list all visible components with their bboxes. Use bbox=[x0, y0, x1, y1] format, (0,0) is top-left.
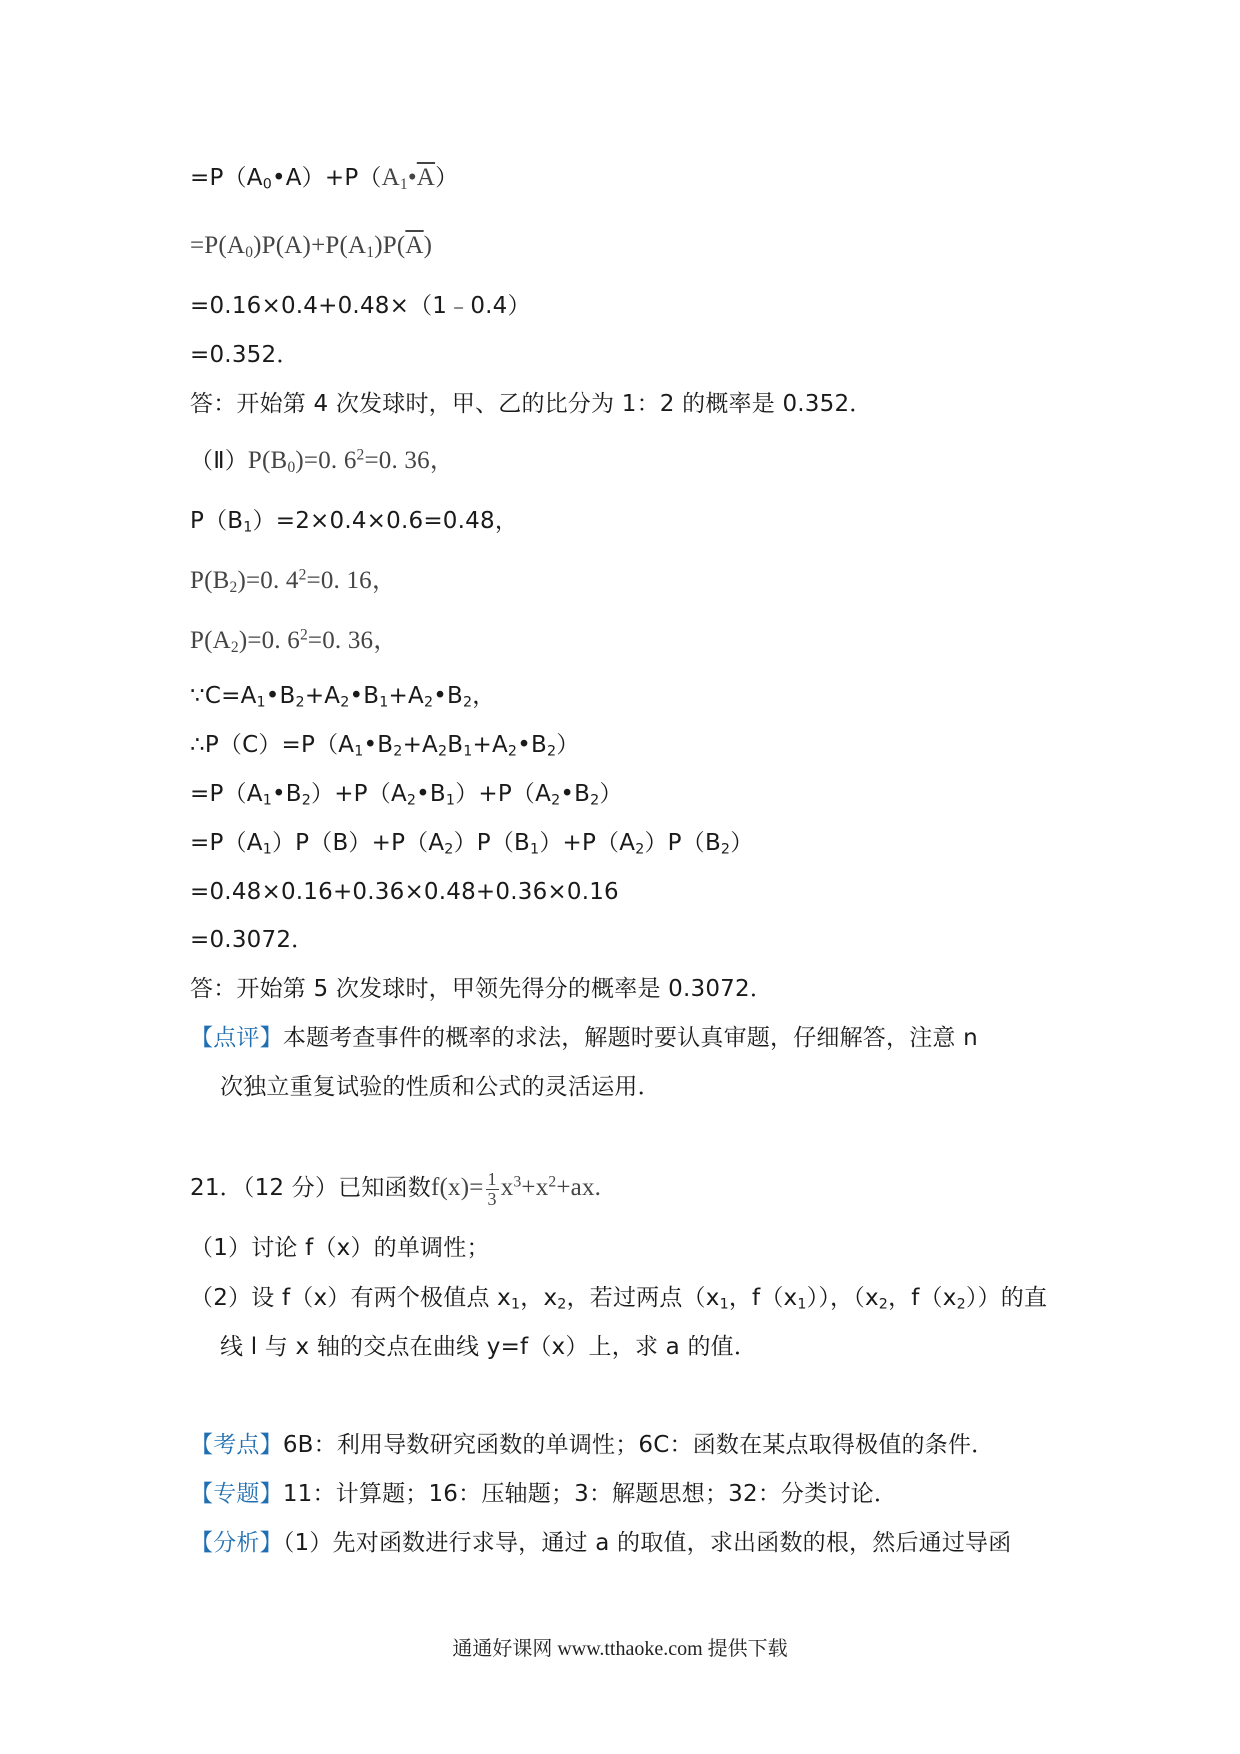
problem-21-part-2-continued: 线 l 与 x 轴的交点在曲线 y=f（x）上，求 a 的值． bbox=[220, 1334, 758, 1360]
step-line-12: $=P(A_1•B_2)+P(A_2•B_1)+P(A_2•B_2)$ bbox=[190, 781, 623, 809]
zhuanti-section: 【专题】11：计算题；16：压轴题；3：解题思想；32：分类讨论． bbox=[190, 1481, 898, 1507]
step-line-7: $P(B_1)=2\times 0.4\times 0.6=0.48$， bbox=[190, 508, 519, 536]
step-line-15: =0.3072． bbox=[190, 927, 315, 953]
step-line-10: $\because C=A_1•B_2+A_2•B_1+A_2•B_2$， bbox=[190, 683, 496, 711]
fenxi-tag: 【分析】 bbox=[190, 1530, 283, 1556]
part-ii-line: $(Ⅱ)P(B_0)=0$. $6^2=0$. 36， bbox=[190, 446, 455, 476]
step-line-8: $P(B_2)=0$. $4^2=0$. 16， bbox=[190, 566, 398, 596]
step-line-13: $=P(A_1)P(B)+P(A_2)P(B_1)+P(A_2)P(B_2)$ bbox=[190, 830, 754, 858]
problem-21-title: 21．（12 分）已知函数f(x)= $\frac{1}{3}$ $x^3+x^2+ax$. bbox=[190, 1169, 602, 1209]
step-line-14: =0.48×0.16+0.36×0.48+0.36×0.16 bbox=[190, 879, 619, 905]
comment-tag: 【点评】 bbox=[190, 1025, 283, 1051]
answer-line-1: 答：开始第 4 次发球时，甲、乙的比分为 1：2 的概率是 0.352． bbox=[190, 391, 873, 417]
comment-continued: 次独立重复试验的性质和公式的灵活运用． bbox=[220, 1074, 661, 1100]
step-line-9: $P(A_2)=0$. $6^2=0$. 36， bbox=[190, 626, 399, 656]
zhuanti-tag: 【专题】 bbox=[190, 1481, 283, 1507]
problem-21-part-2: （2）设 f（x）有两个极值点 $x_1$，$x_2$，若过两点（$x_1$，$f(x_1)$），（$x_2$，$f(x_2)$）的直 bbox=[190, 1285, 1048, 1313]
step-line-1: $=P(A_0•A)+P(A_1•\overline{A})$ bbox=[190, 164, 459, 193]
step-line-2: $=P(A_0)P(A)+P(A_1)P(\overline{A})$ bbox=[190, 232, 433, 261]
kaodian-tag: 【考点】 bbox=[190, 1432, 283, 1458]
fenxi-section: 【分析】（1）先对函数进行求导，通过 a 的取值，求出函数的根，然后通过导函 bbox=[190, 1530, 1012, 1556]
step-line-4: =0.352． bbox=[190, 342, 300, 368]
kaodian-section: 【考点】6B：利用导数研究函数的单调性；6C：函数在某点取得极值的条件． bbox=[190, 1432, 995, 1458]
problem-21-part-1: （1）讨论 f（x）的单调性； bbox=[190, 1235, 490, 1261]
page-footer: 通通好课网 www.tthaoke.com 提供下载 bbox=[452, 1638, 788, 1660]
step-line-3: =0.16×0.4+0.48×（1﹣0.4） bbox=[190, 293, 531, 319]
answer-line-2: 答：开始第 5 次发球时，甲领先得分的概率是 0.3072． bbox=[190, 976, 774, 1002]
step-line-11: $\therefore P(C)=P(A_1•B_2+A_2B_1+A_2•B_2)$ bbox=[190, 732, 580, 760]
comment-section: 【点评】本题考查事件的概率的求法，解题时要认真审题，仔细解答，注意 n bbox=[190, 1025, 978, 1051]
